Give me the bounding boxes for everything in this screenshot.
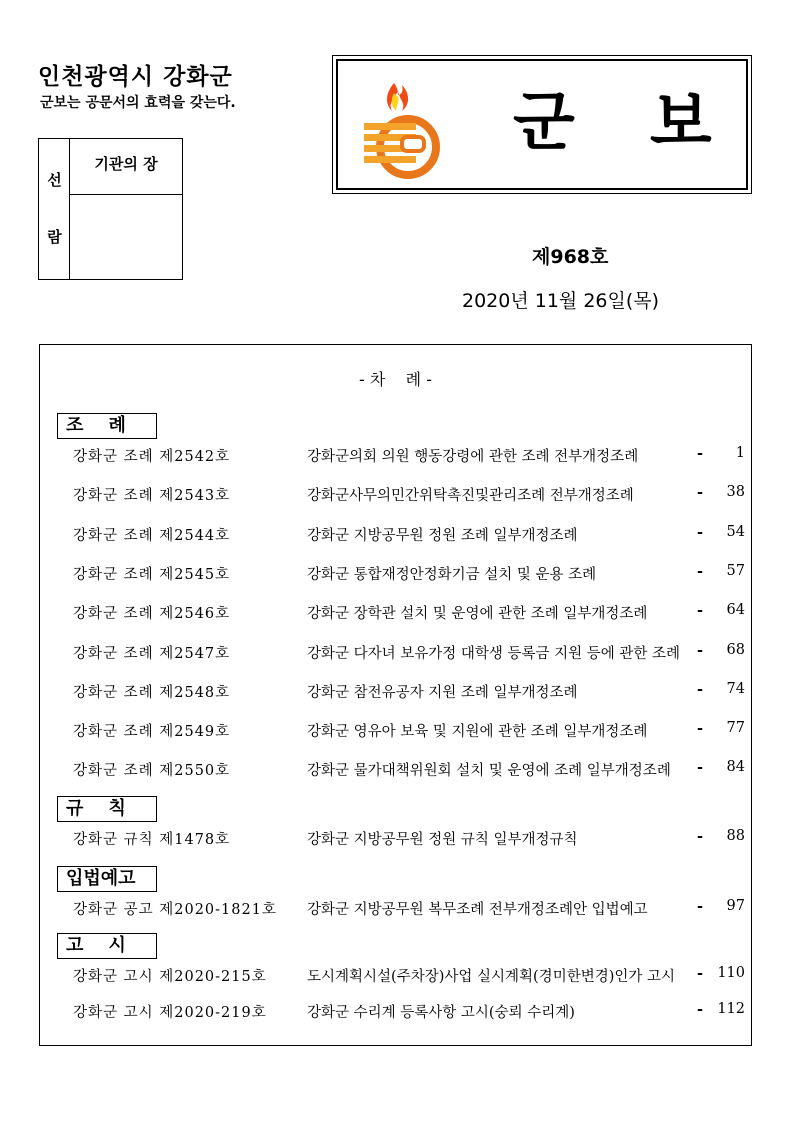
entry-leader: - [697,898,704,915]
entry-title: 강화군사무의민간위탁촉진및관리조례 전부개정조례 [307,488,634,505]
toc-entry[interactable] [40,445,753,469]
entry-leader: - [697,484,704,502]
entry-page: 74 [726,680,745,697]
section-label: 규 칙 [57,796,157,822]
entry-leader: - [697,562,704,580]
entry-number: 강화군 고시 제2020-219호 [73,1005,267,1021]
circulation-box [38,138,183,280]
entry-leader: - [697,965,704,982]
toc-entry[interactable] [40,965,753,989]
entry-leader: - [697,602,704,620]
section-label: 조 례 [57,413,157,439]
table-of-contents [39,344,752,1046]
circulation-label-column [39,139,70,279]
entry-number: 강화군 조례 제2549호 [73,724,231,741]
entry-number: 강화군 조례 제2543호 [73,488,231,505]
entry-title: 도시계획시설(주차장)사업 실시계획(경미한변경)인가 고시 [307,969,676,985]
entry-title: 강화군 물가대책위원회 설치 및 운영에 조례 일부개정조례 [307,763,671,780]
section-label: 입법예고 [57,866,157,892]
entry-page: 112 [717,1001,745,1017]
entry-page: 77 [726,720,745,737]
entry-leader: - [697,680,704,698]
entry-page: 38 [726,484,745,501]
toc-entry[interactable] [40,759,753,783]
entry-title: 강화군 다자녀 보유가정 대학생 등록금 지원 등에 관한 조례 [307,645,681,662]
entry-number: 강화군 조례 제2548호 [73,684,231,701]
entry-title: 강화군 참전유공자 지원 조례 일부개정조례 [307,684,578,701]
entry-number: 강화군 규칙 제1478호 [73,832,231,848]
entry-page: 110 [717,965,745,981]
entry-number: 강화군 조례 제2546호 [73,606,231,623]
section-label: 고 시 [57,933,157,959]
entry-number: 강화군 고시 제2020-215호 [73,969,267,985]
entry-number: 강화군 조례 제2545호 [73,566,231,583]
gun-emblem-icon [360,79,452,179]
entry-title: 강화군 지방공무원 정원 규칙 일부개정규칙 [307,832,578,848]
entry-leader: - [697,828,704,845]
entry-leader: - [697,641,704,659]
entry-number: 강화군 조례 제2544호 [73,527,231,544]
entry-page: 68 [726,641,745,658]
circulation-label-2: 람 [47,228,62,246]
entry-title: 강화군 수리계 등록사항 고시(숭뢰 수리계) [307,1005,575,1021]
entry-page: 84 [726,759,745,776]
entry-page: 88 [726,828,745,844]
entry-title: 강화군 통합재정안정화기금 설치 및 운용 조례 [307,566,597,583]
toc-entry[interactable] [40,563,753,587]
legal-notice: 군보는 공문서의 효력을 갖는다. [40,95,236,111]
issue-date: 2020년 11월 26일(목) [462,290,660,312]
issuer-name: 인천광역시 강화군 [38,64,233,90]
entry-number: 강화군 공고 제2020-1821호 [73,902,277,918]
entry-title: 강화군 장학관 설치 및 운영에 관한 조례 일부개정조례 [307,606,648,623]
toc-entry[interactable] [40,602,753,626]
toc-entry[interactable] [40,681,753,705]
masthead [332,55,787,194]
entry-title: 강화군 영유아 보육 및 지원에 관한 조례 일부개정조례 [307,724,648,741]
entry-number: 강화군 조례 제2547호 [73,645,231,662]
toc-entry[interactable] [40,720,753,744]
entry-leader: - [697,445,704,462]
entry-number: 강화군 조례 제2550호 [73,763,231,780]
toc-title: - 차 례 - [359,370,432,389]
toc-entry[interactable] [40,1001,753,1025]
issue-number: 제968호 [532,246,609,268]
entry-page: 64 [726,602,745,619]
circulation-label-1: 선 [47,171,62,189]
entry-leader: - [697,720,704,738]
entry-title: 강화군의회 의원 행동강령에 관한 조례 전부개정조례 [307,449,639,465]
entry-leader: - [697,523,704,541]
toc-entry[interactable] [40,828,753,852]
entry-page: 57 [726,562,745,579]
entry-page: 1 [735,445,745,461]
toc-entry[interactable] [40,898,753,922]
entry-page: 97 [726,898,745,914]
circulation-head-label: 기관의 장 [70,139,182,195]
toc-entry[interactable] [40,524,753,548]
masthead-frame [336,59,787,190]
entry-page: 54 [726,523,745,540]
masthead-title: 군보 [513,86,787,160]
entry-title: 강화군 지방공무원 복무조례 전부개정조례안 입법예고 [307,902,648,918]
entry-leader: - [697,759,704,777]
entry-leader: - [697,1001,704,1018]
toc-entry[interactable] [40,642,753,666]
entry-number: 강화군 조례 제2542호 [73,449,231,465]
toc-entry[interactable] [40,484,753,508]
entry-title: 강화군 지방공무원 정원 조례 일부개정조례 [307,527,578,544]
